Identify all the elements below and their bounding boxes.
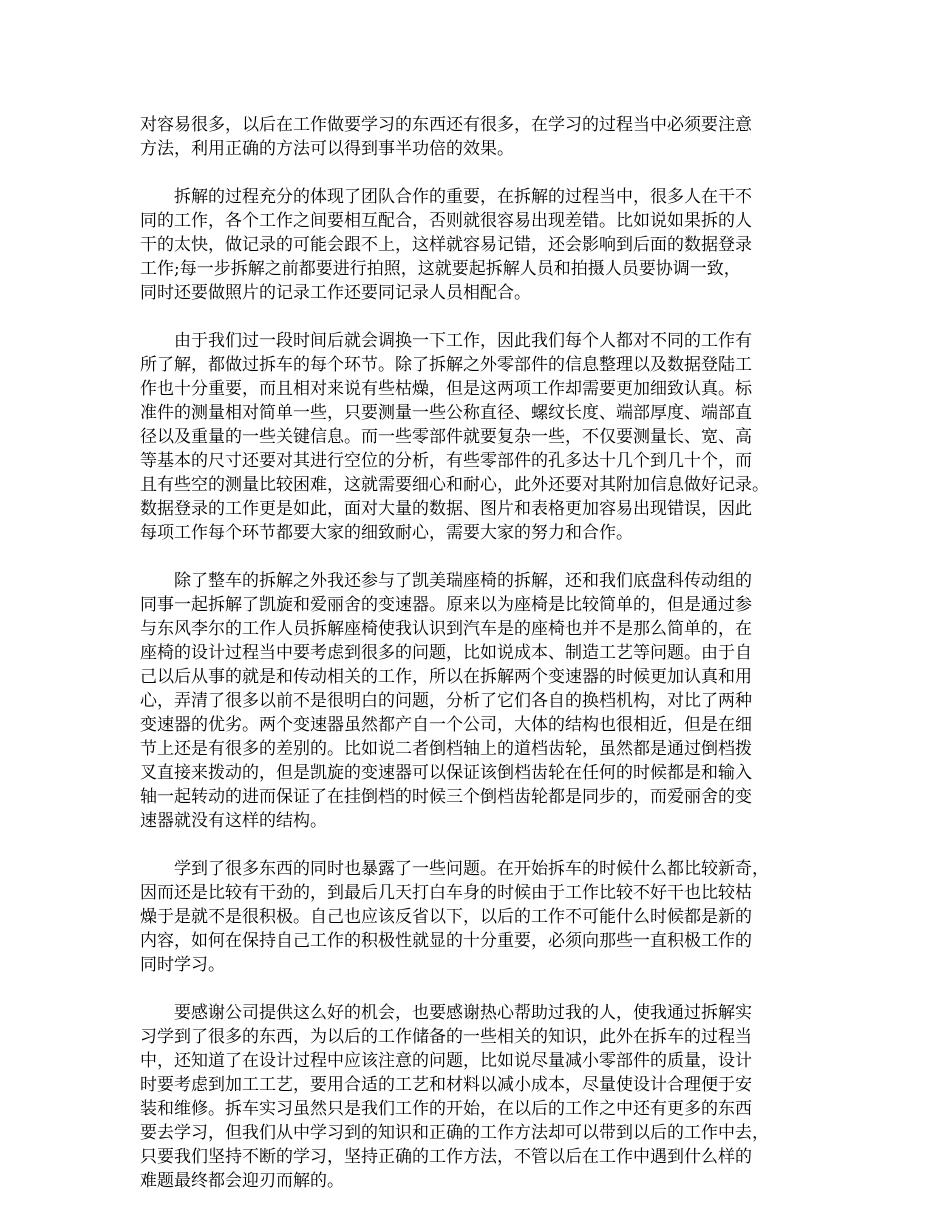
- document-body: [140, 113, 820, 1193]
- paragraph-4: 除了整车的拆解之外我还参与了凯美瑞座椅的拆解，还和我们底盘科传动组的 同事一起拆解了凯旋和爱丽舍的变速器。原来以为座椅是比较简单的，但是通过参 与东风李尔的工作人员拆解座椅使我认识到汽车是的座椅也并不是那么简单的，在 座椅的设计过程当中要考虑到很多的问题，比如说成本、制造工艺等问题。由于自 己以后从事的就是和传动相关的工作，所以在拆解两个变速器的时候更加认真和用 心，弄清了很多以前不是很明白的问题，分析了它们各自的换档机构，对比了两种 变速器的优劣。两个变速器虽然都产自一个公司，大体的结构也很相近，但是在细 节上还是有很多的差别的。比如说二者倒档轴上的道档齿轮，虽然都是通过倒档拨 叉直接来拨动的，但是凯旋的变速器可以保证该倒档齿轮在任何的时候都是和输入 轴一起转动的进而保证了在挂倒档的时候三个倒档齿轮都是同步的，而爱丽舍的变 速器就没有这样的结构。: [140, 571, 752, 831]
- paragraph-2: 拆解的过程充分的体现了团队合作的重要，在拆解的过程当中，很多人在干不 同的工作，各个工作之间要相互配合，否则就很容易出现差错。比如说如果拆的人 干的太快，做记录的可能会跟不上，这样就容易记错，还会影响到后面的数据登录 工作;每一步拆解之前都要进行拍照，这就要起拆解人员和拍摄人员要协调一致， 同时还要做照片的记录工作还要同记录人员相配合。: [140, 187, 752, 303]
- paragraph-6: 要感谢公司提供这么好的机会，也要感谢热心帮助过我的人，使我通过拆解实 习学到了很多的东西，为以后的工作储备的一些相关的知识，此外在拆车的过程当 中，还知道了在设计过程中应该注意的问题，比如说尽量减小零部件的质量，设计 时要考虑到加工工艺，要用合适的工艺和材料以减小成本，尽量使设计合理便于安 装和维修。拆车实习虽然只是我们工作的开始，在以后的工作之中还有更多的东西 要去学习，但我们从中学习到的知识和正确的工作方法却可以带到以后的工作中去， 只要我们坚持不断的学习，坚持正确的工作方法，不管以后在工作中遇到什么样的 难题最终都会迎刃而解的。: [140, 1003, 769, 1191]
- paragraph-5: 学到了很多东西的同时也暴露了一些问题。在开始拆车的时候什么都比较新奇， 因而还是比较有干劲的，到最后几天打白车身的时候由于工作比较不好干也比较枯 燥于是就不是很积极。自己也应该反省以下，以后的工作不可能什么时候都是新的 内容，如何在保持自己工作的积极性就显的十分重要，必须向那些一直积极工作的 同时学习。: [140, 859, 769, 975]
- paragraph-3: 由于我们过一段时间后就会调换一下工作，因此我们每个人都对不同的工作有 所了解，都做过拆车的每个环节。除了拆解之外零部件的信息整理以及数据登陆工 作也十分重要，而且相对来说有些枯燥，但是这两项工作却需要更加细致认真。标 准件的测量相对简单一些，只要测量一些公称直径、螺纹长度、端部厚度、端部直 径以及重量的一些关键信息。而一些零部件就要复杂一些，不仅要测量长、宽、高 等基本的尺寸还要对其进行空位的分析，有些零部件的孔多达十几个到几十个，而 且有些空的测量比较困难，这就需要细心和耐心，此外还要对其附加信息做好记录。 数据登录的工作更是如此，面对大量的数据、图片和表格更加容易出现错误，因此 每项工作每个环节都要大家的细致耐心，需要大家的努力和合作。: [140, 331, 769, 543]
- paragraph-1: 对容易很多，以后在工作做要学习的东西还有很多，在学习的过程当中必须要注意 方法，利用正确的方法可以得到事半功倍的效果。: [140, 115, 752, 159]
